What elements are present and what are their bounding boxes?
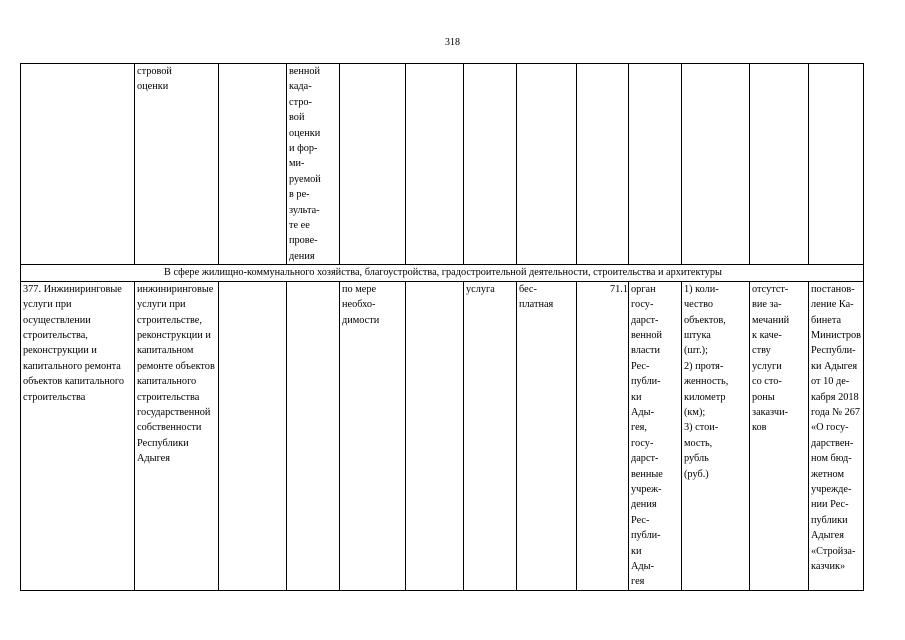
service-okved: 71.1	[577, 281, 629, 590]
cell-col7	[464, 64, 517, 265]
service-name: 377. Инжиниринговые услуги при осуществлении строительства, реконструкции и капитального ремонта объектов капитального строительства	[21, 281, 135, 590]
continuation-row	[21, 64, 864, 265]
service-indicators: 1) коли- чество объектов, штука (шт.); 2) протя- женность, километр (км); 3) стои- мость, рубль (руб.)	[682, 281, 750, 590]
cell-empty-3	[219, 281, 287, 590]
cell-empty-4	[287, 281, 340, 590]
cell-empty-6	[406, 281, 464, 590]
cell-col12	[750, 64, 809, 265]
cell-col4: венной када- стро- вой оценки и фор- ми- руемой в ре- зульта- те ее прове- дения	[287, 64, 340, 265]
cell-col3	[219, 64, 287, 265]
cell-col13	[809, 64, 864, 265]
service-frequency: по мере необхо- димости	[340, 281, 406, 590]
service-type: услуга	[464, 281, 517, 590]
service-quality: отсутст- вие за- мечаний к каче- ству услуги со сто- роны заказчи- ков	[750, 281, 809, 590]
cell-col6	[406, 64, 464, 265]
service-content: инжиниринговые услуги при строительстве, реконструкции и капитальном ремонте объектов капитального строительства государственной собственности Республики Адыгея	[135, 281, 219, 590]
cell-col2: стровой оценки	[135, 64, 219, 265]
registry-table	[20, 63, 864, 591]
table-row	[21, 281, 864, 590]
service-authority: орган госу- дарст- венной власти Рес- публи- ки Ады- гея, госу- дарст- венные учреж- дения Рес- публи- ки Ады- гея	[629, 281, 682, 590]
service-legal-basis: постанов- ление Ка- бинета Министров Республи- ки Адыгея от 10 де- кабря 2018 года № 267 «О госу- дарствен- ном бюд- жетном учрежде- нии Рес- публики Адыгея «Стройза- казчик»	[809, 281, 864, 590]
section-row	[21, 265, 864, 281]
section-heading: В сфере жилищно-коммунального хозяйства, благоустройства, градостроительной деятельности, строительства и архитектуры	[21, 265, 864, 281]
cell-col11	[682, 64, 750, 265]
cell-col10	[629, 64, 682, 265]
cell-col5	[340, 64, 406, 265]
cell-col1	[21, 64, 135, 265]
service-payment: бес- платная	[517, 281, 577, 590]
cell-col8	[517, 64, 577, 265]
page-number: 318	[445, 37, 460, 48]
cell-col9	[577, 64, 629, 265]
